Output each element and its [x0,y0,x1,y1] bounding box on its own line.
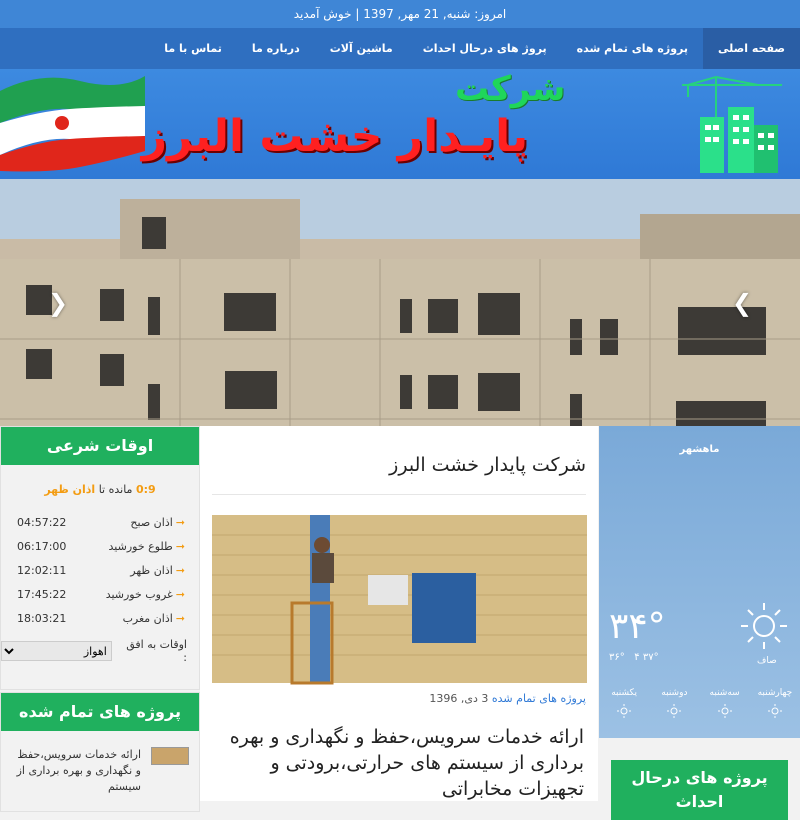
forecast-day [700,688,750,718]
header-banner [0,69,800,179]
completed-projects-title: پروژه های تمام شده [1,693,199,731]
sun-icon [667,704,681,718]
horizon-label: اوقات به افق : [126,638,187,664]
prayer-name: اذان صبح [130,515,173,529]
project-thumbnail[interactable] [151,747,189,765]
forecast-day-name: یکشنبه [611,688,637,698]
main-content [200,426,598,801]
forecast-day-name: دوشنبه [661,688,688,698]
prayer-row: ➞اذان مغرب 18:03:21 [1,606,199,630]
prayer-name: طلوع خورشید [108,539,173,553]
forecast-day [649,688,699,718]
remaining-text: مانده تا [98,483,133,496]
list-item[interactable] [1,731,199,795]
forecast-day [750,688,800,718]
completed-projects-widget [0,692,200,812]
horizon-city-select[interactable] [1,641,112,661]
prayer-time: 04:57:22 [17,515,67,529]
post-date: 3 دی, 1396 [429,692,489,705]
prayer-row: ➞غروب خورشید 17:45:22 [1,582,199,606]
prayer-times-widget [0,426,200,690]
prayer-name: اذان مغرب [122,611,173,625]
slider-next-button[interactable]: ❯ [732,289,753,317]
prayer-name: غروب خورشید [105,587,173,601]
nav-home[interactable]: صفحه اصلی [703,28,800,69]
nav-contact[interactable]: تماس با ما [164,42,222,55]
slider-prev-button[interactable]: ❮ [48,289,69,317]
weather-low: ۳۶° [609,652,625,663]
hero-slider[interactable] [0,179,800,426]
prayer-name: اذان ظهر [130,563,173,577]
prayer-row: ➞اذان ظهر 12:02:11 [1,558,199,582]
prayer-time: 12:02:11 [17,563,67,577]
project-item-text[interactable]: ارائه خدمات سرویس،حفظ و نگهداری و بهره برداری از سیستم [16,748,141,793]
ongoing-projects-title: پروژه های درحال احداث [611,760,788,820]
crane-building-icon [678,75,786,173]
brand-name: پایـدار خشت البرز [141,111,529,162]
post-meta [429,692,586,705]
sun-icon [739,601,789,651]
sun-icon [718,704,732,718]
post-body: ارائه خدمات سرویس،حفظ و نگهداری و بهره برداری از سیستم های حرارتی،برودتی و تجهیزات مخابراتی [229,726,584,800]
title-divider [212,494,586,495]
prayer-remaining [1,483,199,496]
nav-completed-projects[interactable]: پروژه های تمام شده [576,42,688,55]
forecast-day-name: سه‌شنبه [709,688,740,698]
weather-widget [599,426,800,738]
prayer-row: ➞اذان صبح 04:57:22 [1,510,199,534]
weather-temperature: ۳۴° [609,606,666,647]
greeting-text: امروز: شنبه, 21 مهر, 1397 | خوش آمدید [293,7,507,21]
sun-icon [768,704,782,718]
prayer-time: 17:45:22 [17,587,67,601]
ongoing-projects-widget [599,748,800,811]
weather-high-low [609,652,659,663]
weather-forecast [599,688,800,718]
sun-icon [617,704,631,718]
forecast-day [599,688,649,718]
page-title: شرکت پایدار خشت البرز [389,454,586,476]
weather-high-prefix: ۴ [634,652,640,663]
article-image[interactable] [212,515,587,683]
weather-city: ماهشهر [679,444,720,455]
top-greeting-bar [0,0,800,28]
prayer-times-title: اوقات شرعی [1,427,199,465]
remaining-target: اذان ظهر [44,483,96,496]
forecast-day-name: چهارشنبه [757,688,793,698]
nav-ongoing-projects[interactable]: پروژ های درحال احداث [422,42,547,55]
prayer-row: ➞طلوع خورشید 06:17:00 [1,534,199,558]
horizon-selector [1,638,199,664]
prayer-time: 06:17:00 [17,539,67,553]
main-nav [0,28,800,69]
nav-about[interactable]: درباره ما [251,42,300,55]
building-photo [0,179,800,426]
remaining-time: 0:9 [135,483,156,496]
prayer-time: 18:03:21 [17,611,67,625]
weather-high: ۳۷° [642,652,659,663]
post-category-link[interactable]: پروژه های تمام شده [491,692,586,705]
nav-machinery[interactable]: ماشین آلات [329,42,393,55]
brand-small-text: شرکت [455,69,566,109]
weather-condition: صاف [757,656,777,666]
